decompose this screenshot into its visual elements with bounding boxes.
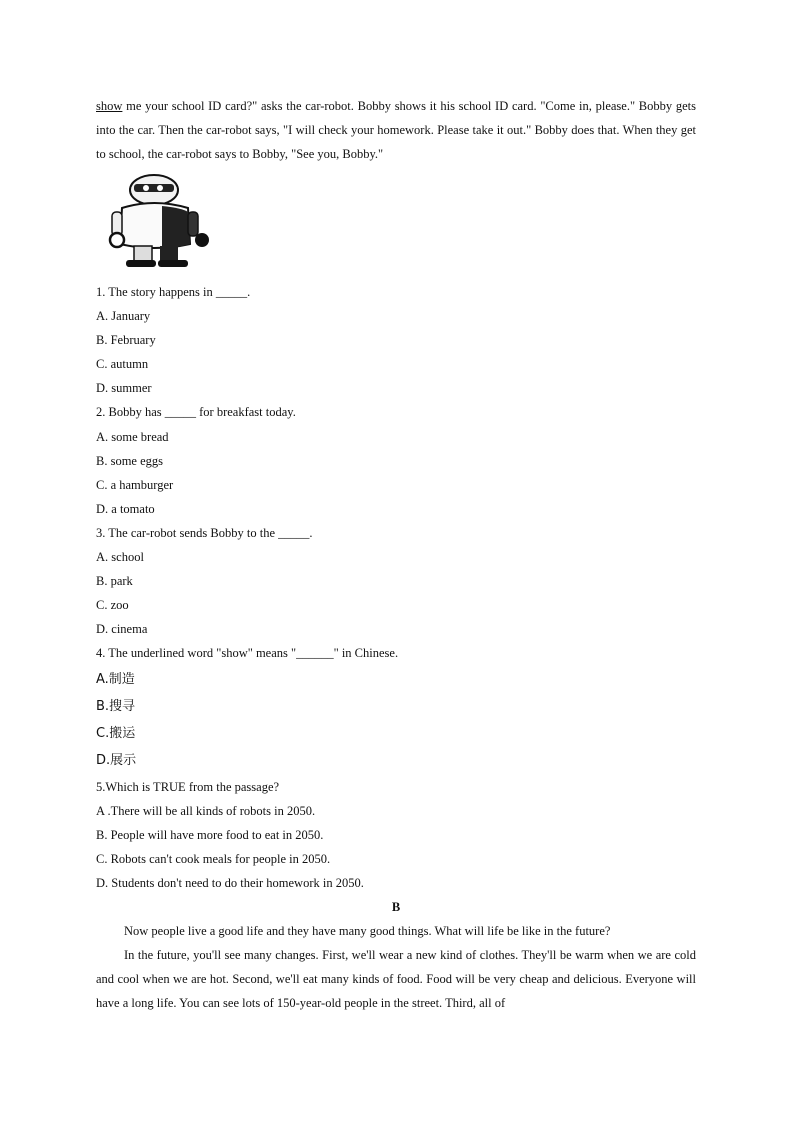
option-c: C. autumn bbox=[96, 357, 149, 372]
option-b: B. some eggs bbox=[96, 453, 164, 468]
document-page bbox=[96, 94, 696, 1015]
option-c: C. a hamburger bbox=[96, 477, 174, 492]
question-stem: 5.Which is TRUE from the passage? bbox=[96, 779, 280, 794]
option-a: A.制造 bbox=[96, 671, 135, 687]
robot-arm-right bbox=[188, 212, 198, 236]
option-d: D. summer bbox=[96, 381, 152, 396]
passage-a-ending bbox=[96, 94, 696, 166]
question-stem: 1. The story happens in _____. bbox=[96, 285, 251, 299]
underlined-word-show: show bbox=[96, 99, 123, 113]
robot-leg-right bbox=[160, 246, 178, 262]
option-c: C. zoo bbox=[96, 598, 129, 613]
robot-hand-left bbox=[110, 233, 124, 247]
option-b: B.搜寻 bbox=[96, 698, 136, 714]
option-a: A .There will be all kinds of robots in 2050. bbox=[96, 803, 316, 818]
question-stem: 2. Bobby has _____ for breakfast today. bbox=[96, 405, 296, 420]
option-a: A. school bbox=[96, 550, 144, 565]
robot-eye-left bbox=[143, 185, 149, 191]
question-stem: 3. The car-robot sends Bobby to the _____. bbox=[96, 525, 313, 540]
question-stem: 4. The underlined word "show" means "______" in Chinese. bbox=[96, 646, 399, 661]
section-b-heading: B bbox=[391, 900, 401, 915]
question-2 bbox=[96, 400, 696, 520]
robot-leg-left bbox=[134, 246, 152, 262]
section-b-paragraph-2: In the future, you'll see many changes. First, we'll wear a new kind of clothes. They'll be warm when we are cold and cool when we are hot. Second, we'll eat many kinds of food. Food will be very cheap and delicious. Everyone will have a long life. You can see lots of 150-year-old people in the street. Third, all of bbox=[96, 948, 696, 1011]
option-d: D.展示 bbox=[96, 753, 137, 769]
option-b: B. People will have more food to eat in 2050. bbox=[96, 827, 324, 842]
option-b: B. February bbox=[96, 333, 156, 348]
option-a: A. January bbox=[96, 309, 151, 324]
option-d: D. Students don't need to do their homework in 2050. bbox=[96, 876, 364, 891]
robot-foot-right bbox=[158, 260, 188, 267]
question-4 bbox=[96, 641, 696, 774]
option-d: D. cinema bbox=[96, 622, 148, 637]
robot-foot-left bbox=[126, 260, 156, 267]
option-c: C. Robots can't cook meals for people in 2050. bbox=[96, 851, 331, 866]
option-c: C.搬运 bbox=[96, 726, 136, 742]
section-b-paragraph-1: Now people live a good life and they have many good things. What will life be like in the future? bbox=[124, 924, 611, 939]
robot-eye-right bbox=[157, 185, 163, 191]
option-a: A. some bread bbox=[96, 429, 169, 444]
robot-illustration bbox=[104, 172, 212, 270]
robot-visor bbox=[134, 184, 174, 192]
robot-hand-right bbox=[195, 233, 209, 247]
option-d: D. a tomato bbox=[96, 501, 155, 516]
question-3 bbox=[96, 521, 696, 641]
question-1 bbox=[96, 280, 696, 400]
robot-shadow bbox=[162, 206, 190, 249]
option-b: B. park bbox=[96, 574, 133, 589]
question-5 bbox=[96, 775, 696, 895]
passage-a-text: me your school ID card?" asks the car-robot. Bobby shows it his school ID card. "Come in, please." Bobby gets into the car. Then the car-robot says, "I will check your homework. Please take it out." Bobby does that. When they get to school, the car-robot says to Bobby, "See you, Bobby." bbox=[96, 99, 696, 161]
